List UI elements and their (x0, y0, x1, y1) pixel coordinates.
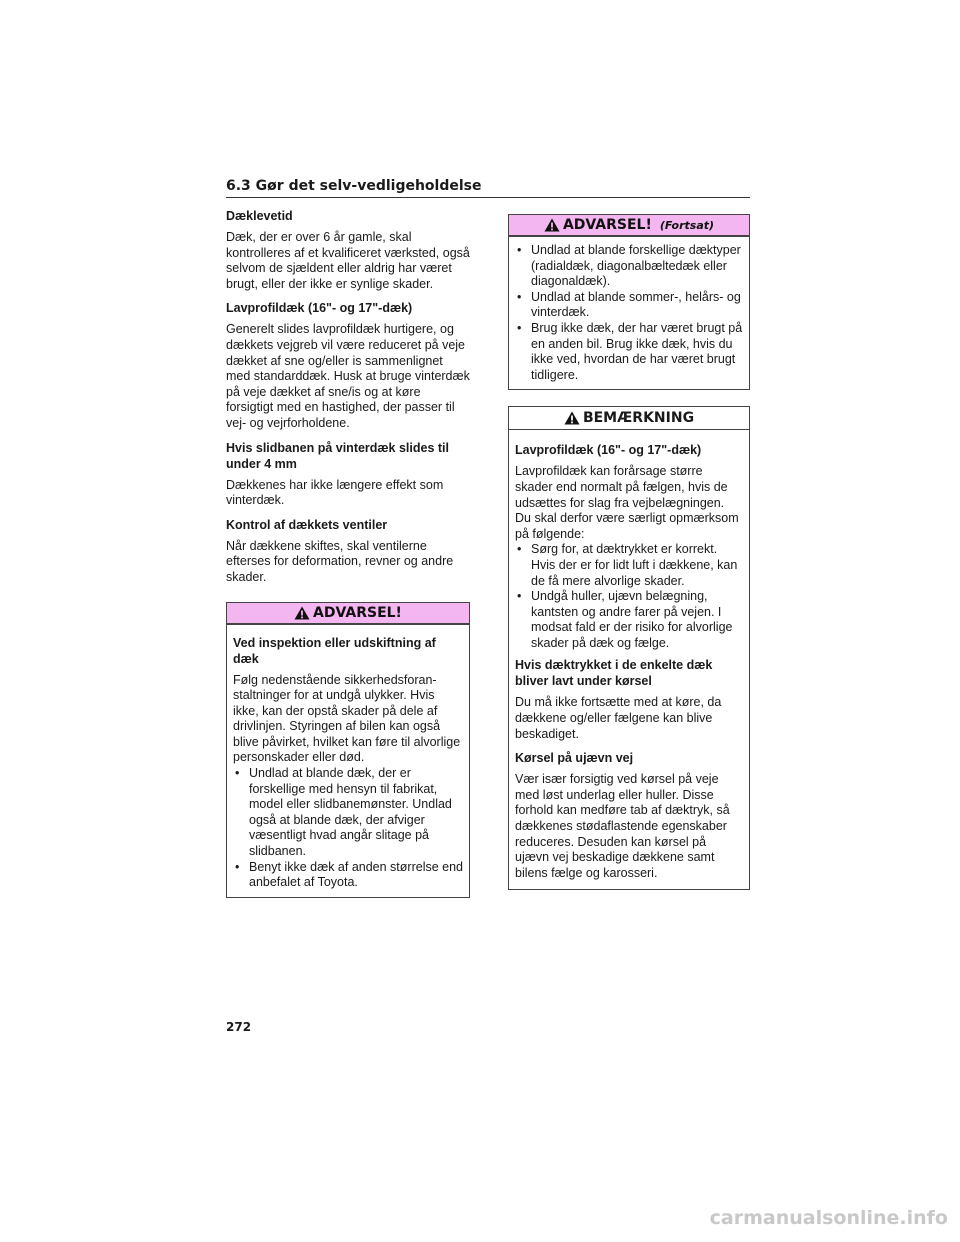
text-winter: Dækkenes har ikke længere effekt som vinterdæk. (226, 477, 444, 508)
note-text-rough-road: Vær især forsigtig ved kørsel på veje med løst underlag eller huller. Disse forhold kan medføre tab af dæktryk, så dækkenes stødaflastende egenskaber reduceres. Desuden kan kørsel på ujævn vej beskadige dækkene samt bilens fælge og karosseri. (515, 772, 730, 880)
note-text-pressure: Du må ikke fortsætte med at køre, da dækkene og/eller fælgene kan blive beskadiget. (515, 695, 722, 741)
warning-triangle-icon (294, 606, 310, 620)
list-item: • Undlad at blande dæk, der er forskellige med hensyn til fabrikat, model eller slidbanemønster. Undlad også at blande dæk, der afviger væsentligt hvad angår slitage på slidbanen. (233, 766, 463, 860)
heading-low-profile: Lavprofildæk (16"- og 17"-dæk) (226, 301, 413, 316)
section-title: 6.3 Gør det selv-vedligeholdelse (226, 178, 750, 198)
heading-tire-life: Dæklevetid (226, 209, 293, 223)
note-bullets (515, 542, 743, 651)
note-title: BEMÆRKNING (582, 410, 695, 427)
text-low-profile: Generelt slides lavprofildæk hurtigere, og dækkets vejgreb vil være reduceret på veje dækket af sne og/eller is sammenlignet med standarddæk. Husk at bruge vinterdæk på veje dækket af sne/is og at køre forsigtigt med en hastighed, der passer til vej- og vejrforholdene. (226, 322, 470, 430)
text-valves: Når dækkene skiftes, skal ventilerne efterses for deformation, revner og andre skader. (226, 538, 454, 584)
note-text-low-profile: Lavprofildæk kan forårsage større skader end normalt på fælgen, hvis de udsættes for slag fra vejbelægningen. Du skal derfor være særligt opmærksom på følgende: (515, 464, 739, 541)
heading-valves: Kontrol af dækkets ventiler (226, 517, 388, 532)
warning-continued-bullets (515, 243, 743, 383)
warning-title: ADVARSEL! (313, 604, 402, 621)
list-item: • Undlad at blande sommer-, helårs- og vinterdæk. (515, 290, 743, 321)
note-heading-pressure: Hvis dæktrykket i de enkelte dæk bliver lavt under kørsel (515, 658, 713, 689)
note-heading-rough-road: Kørsel på ujævn vej (515, 751, 634, 766)
warning-bullets (233, 766, 463, 891)
note-box (508, 406, 750, 890)
heading-winter: Hvis slidbanen på vinterdæk slides til under 4 mm (226, 440, 449, 471)
list-item: • Benyt ikke dæk af anden størrelse end anbefalet af Toyota. (233, 860, 463, 891)
note-triangle-icon (564, 411, 580, 425)
warning-continued-suffix: (Fortsat) (659, 218, 715, 232)
list-item: • Sørg for, at dæktrykket er korrekt. Hvis der er for lidt luft i dækkene, kan de få mere alvorlige skader. (515, 542, 743, 589)
list-item: • Undgå huller, ujævn belægning, kantsten og andre farer på vejen. I modsat fald er der risiko for alvorlige skader på dæk og fælge. (515, 589, 743, 651)
warning-continued-box (508, 214, 750, 390)
warning-banner (227, 603, 469, 625)
note-banner (509, 407, 749, 430)
warning-heading: Ved inspektion eller udskiftning af dæk (233, 635, 436, 666)
warning-triangle-icon (544, 218, 560, 232)
text-tire-life: Dæk, der er over 6 år gamle, skal kontrolleres af et kvalificeret værksted, også selvom de sjældent eller aldrig har været brugt, eller der ikke er synlige skader. (226, 230, 470, 291)
watermark: carmanualsonline.info (709, 1207, 948, 1229)
warning-continued-banner (509, 215, 749, 237)
warning-text: Følg nedenstående sikkerhedsforan- staltninger for at undgå ulykker. Hvis ikke, kan der opstå skader på dele af drivlinjen. Styringen af bilen kan også blive påvirket, hvilket kan føre til alvorlige personskader eller død. (233, 672, 461, 765)
left-column (226, 208, 470, 914)
list-item: • Undlad at blande forskellige dæktyper (radialdæk, diagonalbæltedæk eller diagonaldæk). (515, 243, 743, 290)
right-column (508, 214, 750, 906)
warning-continued-title: ADVARSEL! (562, 217, 652, 233)
note-heading-low-profile: Lavprofildæk (16"- og 17"-dæk) (515, 443, 702, 458)
warning-box (226, 602, 470, 898)
list-item: • Brug ikke dæk, der har været brugt på en anden bil. Brug ikke dæk, hvis du ikke ved, hvordan de har været brugt tidligere. (515, 321, 743, 383)
page-number: 272 (226, 1020, 252, 1034)
